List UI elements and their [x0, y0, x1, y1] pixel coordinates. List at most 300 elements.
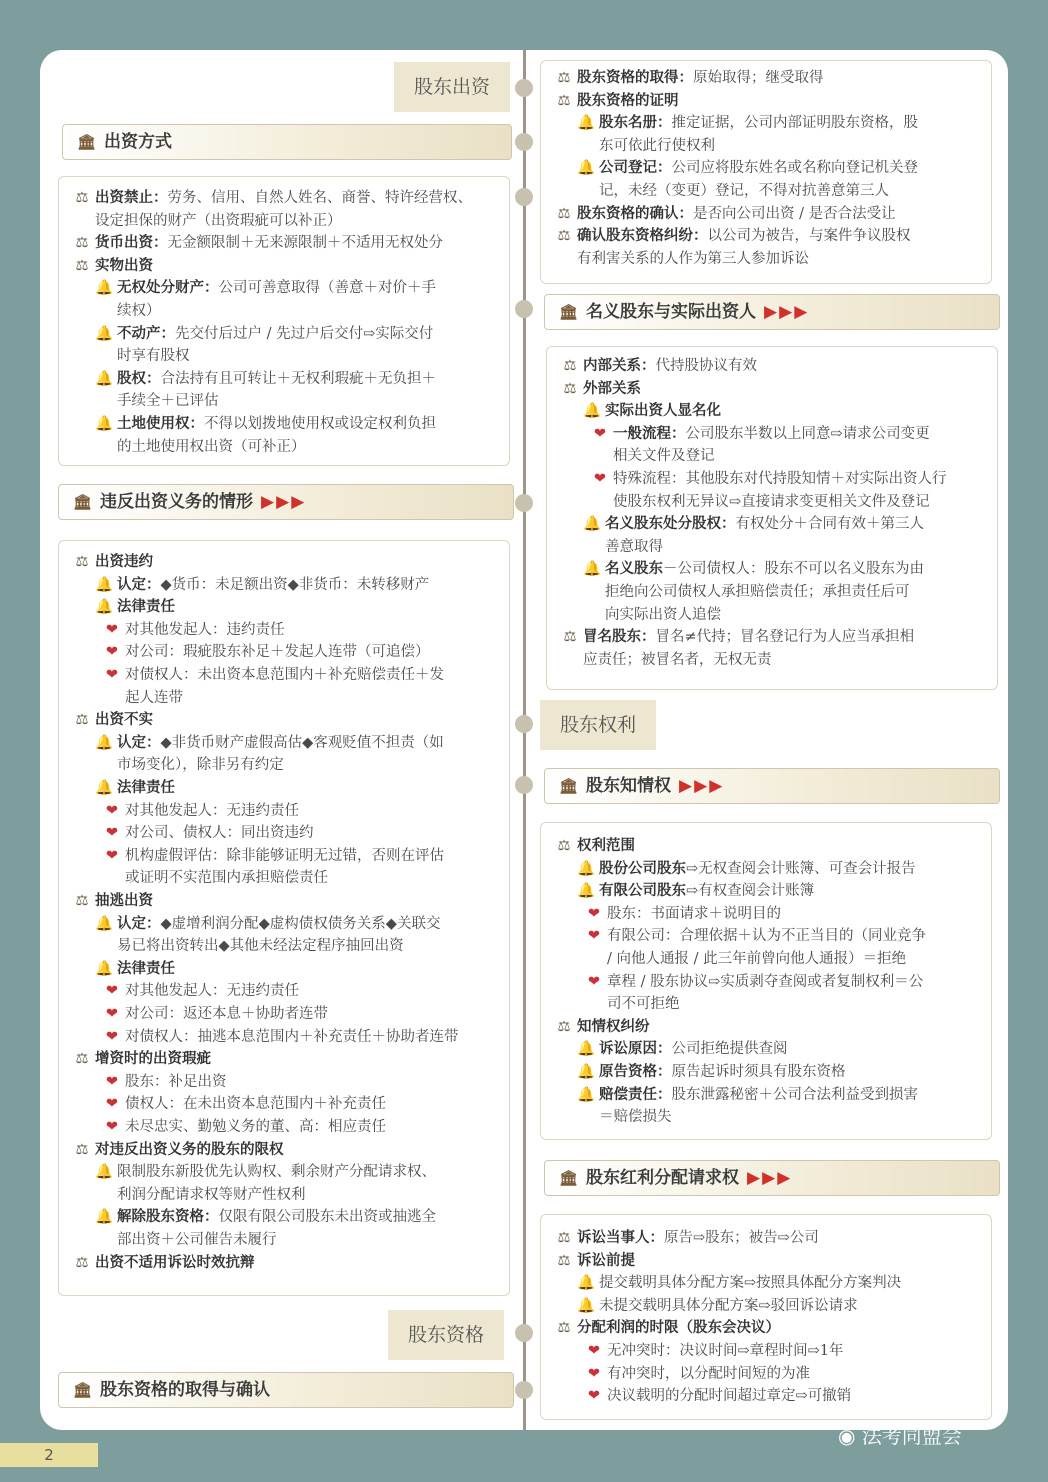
- list-item: [95, 323, 433, 345]
- page-number: 2: [0, 1443, 98, 1467]
- list-item: [95, 777, 175, 799]
- list-item: [561, 378, 641, 400]
- item-text: 原告⇨股东；被告⇨公司: [664, 1230, 819, 1246]
- list-item: [555, 90, 679, 112]
- gavel-icon: ⚖: [75, 1141, 89, 1158]
- flag-icon: ▶▶▶: [261, 492, 307, 512]
- bell-icon: 🔔: [95, 325, 114, 342]
- flag-icon: ▶▶▶: [764, 302, 810, 322]
- item-label: 出资禁止：: [95, 190, 168, 206]
- item-text: 公司可善意取得（善意＋对价＋手: [218, 280, 436, 297]
- item-text: 仅限有限公司股东未出资或抽逃全: [218, 1209, 436, 1226]
- item-text: 对公司：返还本息＋协助者连带: [125, 1006, 328, 1022]
- list-item: [117, 436, 306, 458]
- section-tab-zige: 股东资格: [388, 1310, 504, 1360]
- gavel-icon: ⚖: [557, 70, 571, 86]
- banner-title: 出资方式: [104, 132, 173, 152]
- list-item: [585, 925, 926, 947]
- item-label: 无权处分财产：: [117, 280, 219, 297]
- gavel-icon: ⚖: [75, 235, 89, 252]
- item-label: 股东资格的取得：: [577, 70, 693, 86]
- item-label: 实物出资: [95, 257, 153, 274]
- item-label: 外部关系: [583, 380, 641, 397]
- list-item: [73, 232, 443, 254]
- bank-icon: 🏛: [559, 303, 579, 321]
- list-item: [585, 1363, 810, 1385]
- item-label: 出资不适用诉讼时效抗辩: [95, 1254, 255, 1271]
- list-item: [103, 1093, 386, 1115]
- list-item: [591, 423, 930, 445]
- list-item: [103, 619, 285, 641]
- bell-icon: 🔔: [583, 561, 602, 578]
- gavel-icon: ⚖: [557, 1230, 571, 1246]
- flag-icon: ▶▶▶: [679, 776, 725, 796]
- list-item: [117, 345, 190, 367]
- gavel-icon: ⚖: [75, 1051, 89, 1068]
- list-item: [577, 1061, 846, 1083]
- bell-icon: 🔔: [95, 576, 114, 593]
- list-item: [555, 1317, 780, 1339]
- list-item: [95, 913, 440, 935]
- item-text: 无冲突时：决议时间⇨章程时间⇨1年: [607, 1343, 844, 1359]
- list-item: [73, 890, 153, 912]
- content-box-fenhong: [540, 1214, 992, 1420]
- watermark: [838, 1420, 962, 1449]
- item-text: 合法持有且可转让＋无权利瑕疵＋无负担＋: [160, 370, 436, 387]
- item-text: 手续全＋已评估: [117, 393, 219, 410]
- list-item: [577, 1272, 901, 1294]
- item-label: 股东名册：: [599, 115, 672, 132]
- bank-icon: 🏛: [73, 493, 93, 511]
- banner-fenhong: [544, 1160, 1000, 1196]
- item-text: 限制股东新股优先认购权、剩余财产分配请求权、: [117, 1164, 436, 1181]
- list-item: [95, 413, 436, 435]
- item-text: 股东：书面请求＋说明目的: [607, 905, 781, 922]
- item-text: 的土地使用权出资（可补正）: [117, 438, 306, 455]
- timeline-dot: [515, 1381, 533, 1399]
- list-item: [117, 1184, 306, 1206]
- item-label: 对违反出资义务的股东的限权: [95, 1141, 284, 1158]
- item-label: 股权：: [117, 370, 161, 387]
- list-item: [577, 1084, 918, 1106]
- gavel-icon: ⚖: [563, 358, 577, 374]
- item-label: 法律责任: [117, 780, 175, 796]
- gavel-icon: ⚖: [557, 205, 571, 222]
- list-item: [95, 277, 436, 299]
- list-item: [599, 180, 889, 202]
- content-box-chuzi-fangshi: [58, 176, 510, 466]
- list-item: [607, 993, 680, 1015]
- list-item: [613, 491, 930, 513]
- gavel-icon: ⚖: [563, 380, 577, 397]
- item-text: 股东：补足出资: [125, 1073, 227, 1090]
- item-text: 章程 / 股东协议⇨实质剥夺查阅或者复制权利＝公: [607, 973, 924, 990]
- bell-icon: 🔔: [95, 370, 114, 387]
- item-label: 内部关系：: [583, 358, 656, 374]
- list-item: [95, 1206, 436, 1228]
- list-item: [117, 935, 404, 957]
- list-item: [585, 971, 923, 993]
- heart-icon: ❤: [105, 621, 119, 638]
- list-item: [103, 641, 430, 663]
- item-text: 决议载明的分配时间超过章定⇨可撤销: [607, 1388, 852, 1405]
- list-item: [577, 157, 918, 179]
- list-item: [73, 1048, 211, 1070]
- item-label: 抽逃出资: [95, 893, 153, 909]
- heart-icon: ❤: [105, 1028, 119, 1045]
- item-text: 对其他发起人：无违约责任: [125, 983, 299, 1000]
- timeline-dot: [515, 188, 533, 206]
- heart-icon: ❤: [105, 825, 119, 842]
- item-label: 股东资格的确认：: [577, 205, 693, 222]
- item-label: 认定：: [117, 734, 161, 751]
- item-text: 是否向公司出资 / 是否合法受让: [693, 205, 896, 222]
- timeline-dot: [515, 715, 533, 733]
- item-label: 增资时的出资瑕疵: [95, 1051, 211, 1068]
- list-item: [95, 1161, 436, 1183]
- item-label: 解除股东资格：: [117, 1209, 219, 1226]
- list-item: [577, 858, 916, 880]
- item-text: 冒名≠代持；冒名登记行为人应当承担相: [655, 629, 915, 646]
- bell-icon: 🔔: [95, 960, 114, 977]
- item-label: 一般流程：: [613, 425, 686, 442]
- bell-icon: 🔔: [95, 1209, 114, 1226]
- list-item: [555, 835, 635, 857]
- list-item: [555, 1227, 819, 1249]
- gavel-icon: ⚖: [557, 838, 571, 854]
- list-item: [103, 1026, 459, 1048]
- item-label: 不动产：: [117, 325, 175, 342]
- list-item: [95, 210, 342, 232]
- item-label: 出资不实: [95, 712, 153, 729]
- list-item: [117, 300, 161, 322]
- bell-icon: 🔔: [95, 280, 114, 297]
- heart-icon: ❤: [587, 1365, 601, 1382]
- item-text: 对其他发起人：违约责任: [125, 621, 285, 638]
- item-label: 确认股东资格纠纷：: [577, 228, 708, 245]
- item-text: 设定担保的财产（出资瑕疵可以补正）: [95, 212, 342, 229]
- list-item: [117, 1229, 277, 1251]
- bell-icon: 🔔: [577, 1086, 596, 1103]
- item-text: 应责任；被冒名者，无权无责: [583, 651, 772, 668]
- list-item: [607, 948, 906, 970]
- list-item: [95, 958, 175, 980]
- item-text: 代持股协议有效: [655, 358, 757, 374]
- item-label: 股份公司股东: [599, 860, 686, 877]
- list-item: [585, 1385, 851, 1407]
- item-text: 未提交载明具体分配方案⇨驳回诉讼请求: [599, 1297, 858, 1314]
- item-text: 无金额限制＋无来源限制＋不适用无权处分: [167, 235, 443, 252]
- item-label: 名义股东处分股权：: [605, 516, 736, 533]
- list-item: [585, 1340, 844, 1362]
- list-item: [599, 1106, 672, 1128]
- content-box-weifan: [58, 540, 510, 1296]
- item-text: / 向他人通报 / 此三年前曾向他人通报）＝拒绝: [607, 951, 907, 967]
- gavel-icon: ⚖: [75, 257, 89, 274]
- list-item: [583, 649, 772, 671]
- banner-title: 股东资格的取得与确认: [100, 1380, 271, 1400]
- item-text: ⇨无权查阅会计账簿、可查会计报告: [686, 860, 916, 877]
- item-label: 冒名股东：: [583, 629, 656, 646]
- item-text: 公司应将股东姓名或名称向登记机关登: [671, 160, 918, 177]
- item-text: 先交付后过户 / 先过户后交付⇨实际交付: [175, 325, 434, 342]
- item-text: 提交载明具体分配方案⇨按照具体配分方案判决: [599, 1275, 902, 1292]
- content-box-mingyi: [546, 346, 998, 690]
- gavel-icon: ⚖: [75, 190, 89, 206]
- item-text: 使股东权利无异议⇨直接请求变更相关文件及登记: [613, 493, 930, 510]
- flag-icon: ▶▶▶: [747, 1168, 793, 1188]
- list-item: [125, 867, 328, 889]
- item-text: 不得以划拨地使用权或设定权利负担: [204, 416, 436, 432]
- content-box-qude: [540, 60, 992, 284]
- item-text: ◆货币：未足额出资◆非货币：未转移财产: [160, 576, 430, 593]
- list-item: [103, 822, 314, 844]
- item-text: 部出资＋公司催告未履行: [117, 1232, 277, 1248]
- item-text: 向实际出资人追偿: [605, 606, 721, 623]
- item-text: 市场变化），除非另有约定: [117, 757, 284, 774]
- item-text: 时享有股权: [117, 348, 190, 365]
- item-label: 实际出资人显名化: [605, 403, 721, 420]
- item-text: 原告起诉时须具有股东资格: [671, 1064, 846, 1080]
- bank-icon: 🏛: [559, 1169, 579, 1187]
- heart-icon: ❤: [105, 1119, 119, 1135]
- bell-icon: 🔔: [577, 1297, 596, 1314]
- item-label: 土地使用权：: [117, 416, 204, 432]
- list-item: [73, 1252, 255, 1274]
- banner-title: 股东红利分配请求权: [586, 1168, 740, 1188]
- list-item: [95, 596, 175, 618]
- item-text: 未尽忠实、勤勉义务的董、高：相应责任: [125, 1119, 386, 1135]
- heart-icon: ❤: [105, 644, 119, 661]
- list-item: [561, 626, 914, 648]
- list-item: [561, 355, 757, 377]
- gavel-icon: ⚖: [75, 712, 89, 729]
- list-item: [555, 1250, 635, 1272]
- list-item: [613, 445, 715, 467]
- list-item: [555, 225, 911, 247]
- list-item: [103, 1116, 386, 1138]
- list-item: [73, 709, 153, 731]
- timeline-dot: [515, 776, 533, 794]
- bell-icon: 🔔: [577, 883, 596, 900]
- banner-chuzi-fangshi: [62, 124, 512, 160]
- bell-icon: 🔔: [95, 915, 114, 932]
- list-item: [73, 1139, 284, 1161]
- bell-icon: 🔔: [95, 780, 114, 796]
- list-item: [577, 248, 809, 270]
- timeline-dot: [515, 1324, 533, 1342]
- gavel-icon: ⚖: [557, 92, 571, 109]
- list-item: [103, 800, 299, 822]
- banner-qude: [58, 1372, 514, 1408]
- item-text: 债权人：在未出资本息范围内＋补充责任: [125, 1096, 386, 1113]
- banner-title: 名义股东与实际出资人: [586, 302, 757, 322]
- list-item: [73, 551, 153, 573]
- bank-icon: 🏛: [77, 133, 97, 151]
- item-label: 认定：: [117, 915, 161, 932]
- item-text: 特殊流程：其他股东对代持股知情＋对实际出资人行: [613, 471, 947, 487]
- item-text: 公司股东半数以上同意⇨请求公司变更: [685, 425, 930, 442]
- list-item: [605, 581, 910, 603]
- list-item: [117, 390, 219, 412]
- bell-icon: 🔔: [95, 599, 114, 616]
- heart-icon: ❤: [105, 667, 119, 683]
- item-text: 起人连带: [125, 689, 183, 706]
- item-label: 出资违约: [95, 554, 153, 570]
- item-text: 有权处分＋合同有效＋第三人: [735, 516, 924, 533]
- item-text: 对债权人：未出资本息范围内＋补充赔偿责任＋发: [125, 667, 444, 683]
- heart-icon: ❤: [105, 1096, 119, 1113]
- bell-icon: 🔔: [577, 1275, 596, 1292]
- item-label: 法律责任: [117, 599, 175, 616]
- section-tab-quanli: 股东权利: [540, 700, 656, 750]
- heart-icon: ❤: [587, 905, 601, 922]
- gavel-icon: ⚖: [75, 554, 89, 570]
- list-item: [95, 732, 444, 754]
- heart-icon: ❤: [105, 802, 119, 819]
- item-label: 法律责任: [117, 960, 175, 977]
- item-text: ＝赔偿损失: [599, 1109, 672, 1126]
- heart-icon: ❤: [587, 928, 601, 945]
- bell-icon: 🔔: [577, 1064, 596, 1080]
- gavel-icon: ⚖: [557, 1320, 571, 1337]
- timeline-spine: [523, 50, 526, 1430]
- bell-icon: 🔔: [583, 403, 602, 420]
- item-text: 司不可拒绝: [607, 996, 680, 1013]
- item-text: 以公司为被告，与案件争议股权: [707, 228, 911, 245]
- item-text: 记，未经（变更）登记，不得对抗善意第三人: [599, 183, 889, 199]
- item-text: 对其他发起人：无违约责任: [125, 802, 299, 819]
- gavel-icon: ⚖: [557, 1018, 571, 1035]
- bell-icon: 🔔: [577, 860, 596, 877]
- item-label: 有限公司股东: [599, 883, 686, 900]
- item-text: 或证明不实范围内承担赔偿责任: [125, 870, 328, 887]
- bell-icon: 🔔: [577, 160, 596, 177]
- list-item: [73, 187, 472, 209]
- list-item: [583, 513, 924, 535]
- list-item: [605, 604, 721, 626]
- list-item: [125, 687, 183, 709]
- list-item: [555, 1016, 650, 1038]
- item-text: 有冲突时，以分配时间短的为准: [607, 1365, 810, 1382]
- list-item: [555, 67, 824, 89]
- item-label: 知情权纠纷: [577, 1018, 650, 1035]
- item-label: 股东资格的证明: [577, 92, 679, 109]
- item-label: 原告资格：: [599, 1064, 672, 1080]
- item-text: 对公司、债权人：同出资违约: [125, 825, 314, 842]
- timeline-dot: [515, 494, 533, 512]
- banner-title: 违反出资义务的情形: [100, 492, 254, 512]
- list-item: [583, 400, 721, 422]
- bell-icon: 🔔: [95, 1164, 114, 1181]
- bank-icon: 🏛: [559, 777, 579, 795]
- item-text: 利润分配请求权等财产性权利: [117, 1186, 306, 1203]
- bell-icon: 🔔: [95, 416, 114, 432]
- item-label: 诉讼原因：: [599, 1041, 672, 1058]
- item-text: 易已将出资转出◆其他未经法定程序抽回出资: [117, 938, 404, 955]
- heart-icon: ❤: [593, 425, 607, 442]
- banner-zhiqing: [544, 768, 1000, 804]
- bell-icon: 🔔: [583, 516, 602, 533]
- item-text: 原始取得；继受取得: [693, 70, 824, 86]
- heart-icon: ❤: [593, 471, 607, 487]
- list-item: [577, 112, 918, 134]
- banner-mingyi: [544, 294, 1000, 330]
- heart-icon: ❤: [105, 1073, 119, 1090]
- item-text: 拒绝向公司债权人承担赔偿责任；承担责任后可: [605, 584, 910, 600]
- list-item: [599, 135, 715, 157]
- item-text: 善意取得: [605, 538, 663, 555]
- bell-icon: 🔔: [95, 734, 114, 751]
- item-text: 公司拒绝提供查阅: [671, 1041, 788, 1058]
- item-text: 相关文件及登记: [613, 448, 715, 465]
- section-tab-chuzi: 股东出资: [394, 62, 510, 112]
- item-label: 认定：: [117, 576, 161, 593]
- item-label: 货币出资：: [95, 235, 168, 252]
- item-label: 诉讼当事人：: [577, 1230, 664, 1246]
- item-text: 有利害关系的人作为第三人参加诉讼: [577, 250, 809, 267]
- heart-icon: ❤: [105, 1006, 119, 1022]
- item-label: 赔偿责任：: [599, 1086, 672, 1103]
- timeline-dot: [515, 133, 533, 151]
- gavel-icon: ⚖: [75, 1254, 89, 1271]
- gavel-icon: ⚖: [557, 228, 571, 245]
- banner-weifan: [58, 484, 514, 520]
- item-text: 劳务、信用、自然人姓名、商誉、特许经营权、: [167, 190, 472, 206]
- list-item: [577, 880, 814, 902]
- item-text: ⇨有权查阅会计账簿: [686, 883, 815, 900]
- list-item: [585, 903, 781, 925]
- item-label: 诉讼前提: [577, 1252, 635, 1269]
- heart-icon: ❤: [587, 1343, 601, 1359]
- list-item: [583, 558, 924, 580]
- item-text: 东可依此行使权利: [599, 137, 715, 154]
- bell-icon: 🔔: [577, 1041, 596, 1058]
- item-text: 对债权人：抽逃本息范围内＋补充责任＋协助者连带: [125, 1028, 459, 1045]
- list-item: [605, 536, 663, 558]
- gavel-icon: ⚖: [557, 1252, 571, 1269]
- item-text: 推定证据，公司内部证明股东资格，股: [671, 115, 918, 132]
- list-item: [95, 368, 436, 390]
- item-label: 分配利润的时限（股东会决议）: [577, 1320, 780, 1337]
- bank-icon: 🏛: [73, 1381, 93, 1399]
- bell-icon: 🔔: [577, 115, 596, 132]
- list-item: [103, 1003, 328, 1025]
- content-box-zhiqing: [540, 822, 992, 1140]
- item-text: －公司债权人：股东不可以名义股东为由: [663, 561, 924, 578]
- list-item: [555, 203, 896, 225]
- list-item: [103, 845, 444, 867]
- wechat-icon: ◉: [838, 1424, 862, 1448]
- gavel-icon: ⚖: [563, 629, 577, 646]
- list-item: [95, 574, 429, 596]
- banner-title: 股东知情权: [586, 776, 672, 796]
- list-item: [103, 664, 444, 686]
- heart-icon: ❤: [105, 983, 119, 1000]
- list-item: [577, 1295, 858, 1317]
- item-label: 公司登记：: [599, 160, 672, 177]
- timeline-dot: [515, 79, 533, 97]
- item-text: 续权）: [117, 303, 161, 319]
- timeline-dot: [515, 300, 533, 318]
- item-text: 机构虚假评估：除非能够证明无过错，否则在评估: [125, 847, 444, 864]
- item-text: ◆非货币财产虚假高估◆客观贬值不担责（如: [160, 734, 444, 751]
- item-label: 权利范围: [577, 838, 635, 854]
- list-item: [577, 1038, 788, 1060]
- list-item: [103, 1071, 227, 1093]
- watermark-text: 法考同盟会: [861, 1424, 962, 1448]
- item-text: ◆虚增利润分配◆虚构债权债务关系◆关联交: [160, 915, 441, 932]
